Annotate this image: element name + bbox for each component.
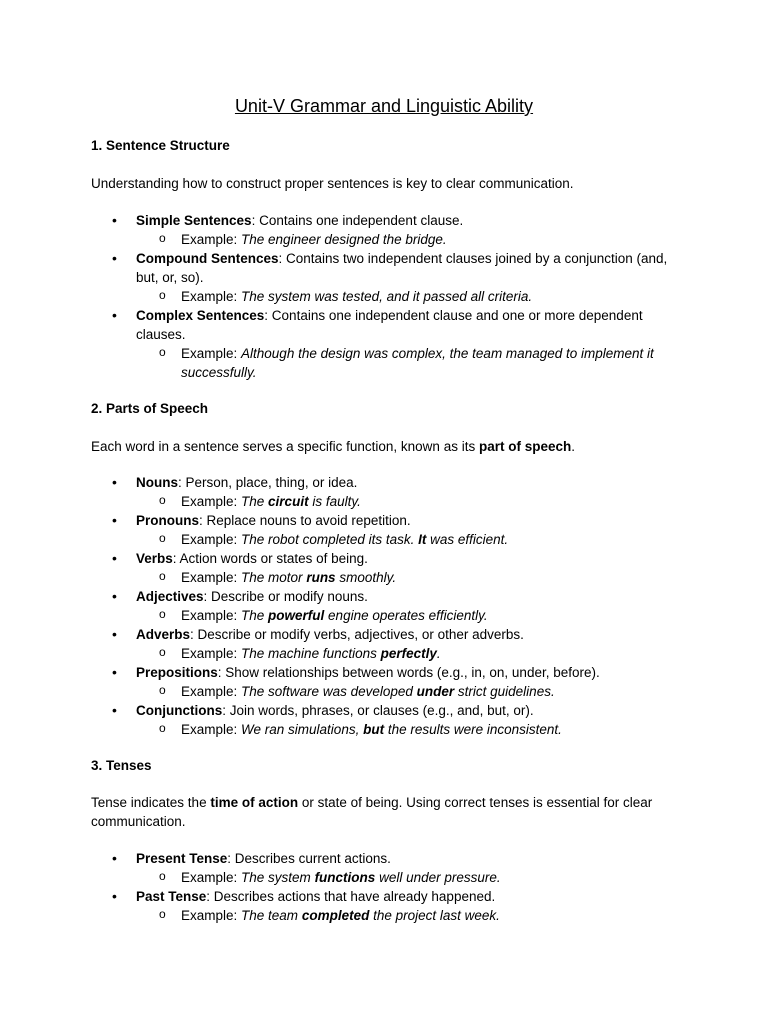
example-label: Example: (181, 289, 242, 304)
example-label: Example: (181, 870, 242, 885)
example-text: The powerful engine operates efficiently. (241, 608, 488, 623)
list-item-term: Prepositions (136, 665, 218, 680)
sentence-structure-list (112, 211, 672, 382)
intro-bold: part of speech (478, 439, 572, 454)
list-item-term: Adjectives (136, 589, 204, 604)
list-item-term: Verbs (136, 551, 173, 566)
example-label: Example: (181, 232, 242, 247)
list-item-term: Nouns (136, 475, 178, 490)
example-item (136, 287, 672, 306)
example-label: Example: (181, 908, 242, 923)
parts-of-speech-list (112, 473, 672, 739)
example-text: Although the design was complex, the team managed to implement it successfully. (181, 346, 654, 380)
section-intro-tenses (91, 793, 671, 831)
list-item (112, 306, 672, 382)
tenses-list (112, 849, 672, 925)
intro-bold: time of action (210, 795, 299, 810)
list-item (112, 587, 672, 625)
list-item (112, 887, 672, 925)
list-item (112, 701, 672, 739)
list-item-desc: : Action words or states of being. (172, 551, 368, 566)
intro-text-end: or state of being. Using correct tenses is essential for clear communication. (91, 795, 653, 829)
list-item-term: Simple Sentences (136, 213, 252, 228)
example-item (136, 644, 672, 663)
list-item (112, 849, 672, 887)
example-text: The system functions well under pressure. (241, 870, 501, 885)
section-heading-parts-of-speech: 2. Parts of Speech (91, 401, 209, 416)
example-item (136, 906, 672, 925)
list-item-term: Adverbs (136, 627, 191, 642)
example-label: Example: (181, 684, 242, 699)
example-item (136, 530, 672, 549)
list-item-desc: : Contains two independent clauses joined by a conjunction (and, but, or, so). (136, 251, 668, 285)
list-item (112, 511, 672, 549)
list-item (112, 249, 672, 306)
list-item-desc: : Contains one independent clause. (251, 213, 464, 228)
list-item-term: Complex Sentences (136, 308, 265, 323)
example-item (136, 682, 672, 701)
example-text: The motor runs smoothly. (241, 570, 397, 585)
example-label: Example: (181, 608, 242, 623)
section-intro-sentence-structure: Understanding how to construct proper sentences is key to clear communication. (91, 176, 574, 191)
example-label: Example: (181, 532, 242, 547)
list-item-desc: : Contains one independent clause and one or more dependent clauses. (136, 308, 643, 342)
example-text: The software was developed under strict guidelines. (241, 684, 555, 699)
list-item (112, 625, 672, 663)
list-item-desc: : Describe or modify nouns. (203, 589, 368, 604)
example-item (136, 868, 672, 887)
list-item-term: Past Tense (136, 889, 207, 904)
example-text: The system was tested, and it passed all criteria. (241, 289, 533, 304)
example-text: The circuit is faulty. (241, 494, 361, 509)
list-item-desc: : Describes current actions. (227, 851, 391, 866)
example-label: Example: (181, 494, 242, 509)
example-label: Example: (181, 646, 242, 661)
section-intro-parts-of-speech (91, 437, 681, 456)
list-item-desc: : Join words, phrases, or clauses (e.g., and, but, or). (222, 703, 534, 718)
example-item (136, 230, 672, 249)
example-text: The team completed the project last week. (241, 908, 500, 923)
list-item-term: Compound Sentences (136, 251, 279, 266)
example-item (136, 344, 672, 382)
example-text: The engineer designed the bridge. (241, 232, 447, 247)
example-item (136, 568, 672, 587)
list-item (112, 473, 672, 511)
section-heading-tenses: 3. Tenses (91, 758, 152, 773)
list-item (112, 211, 672, 249)
example-label: Example: (181, 722, 242, 737)
list-item-desc: : Show relationships between words (e.g., in, on, under, before). (217, 665, 600, 680)
list-item-term: Present Tense (136, 851, 228, 866)
example-item (136, 492, 672, 511)
document-title: Unit-V Grammar and Linguistic Ability (234, 96, 534, 116)
list-item (112, 663, 672, 701)
list-item-desc: : Describes actions that have already happened. (206, 889, 496, 904)
list-item-term: Conjunctions (136, 703, 223, 718)
section-heading-sentence-structure: 1. Sentence Structure (91, 138, 230, 153)
example-text: The robot completed its task. It was efficient. (241, 532, 509, 547)
intro-text: Tense indicates the (91, 795, 211, 810)
example-text: The machine functions perfectly. (241, 646, 441, 661)
example-label: Example: (181, 570, 242, 585)
example-item (136, 720, 672, 739)
list-item-desc: : Replace nouns to avoid repetition. (199, 513, 411, 528)
list-item-term: Pronouns (136, 513, 199, 528)
example-label: Example: (181, 346, 242, 361)
list-item (112, 549, 672, 587)
intro-text: Each word in a sentence serves a specific function, known as its (91, 439, 479, 454)
list-item-desc: : Person, place, thing, or idea. (178, 475, 358, 490)
intro-text-end: . (571, 439, 575, 454)
list-item-desc: : Describe or modify verbs, adjectives, or other adverbs. (190, 627, 524, 642)
example-item (136, 606, 672, 625)
example-text: We ran simulations, but the results were inconsistent. (241, 722, 562, 737)
